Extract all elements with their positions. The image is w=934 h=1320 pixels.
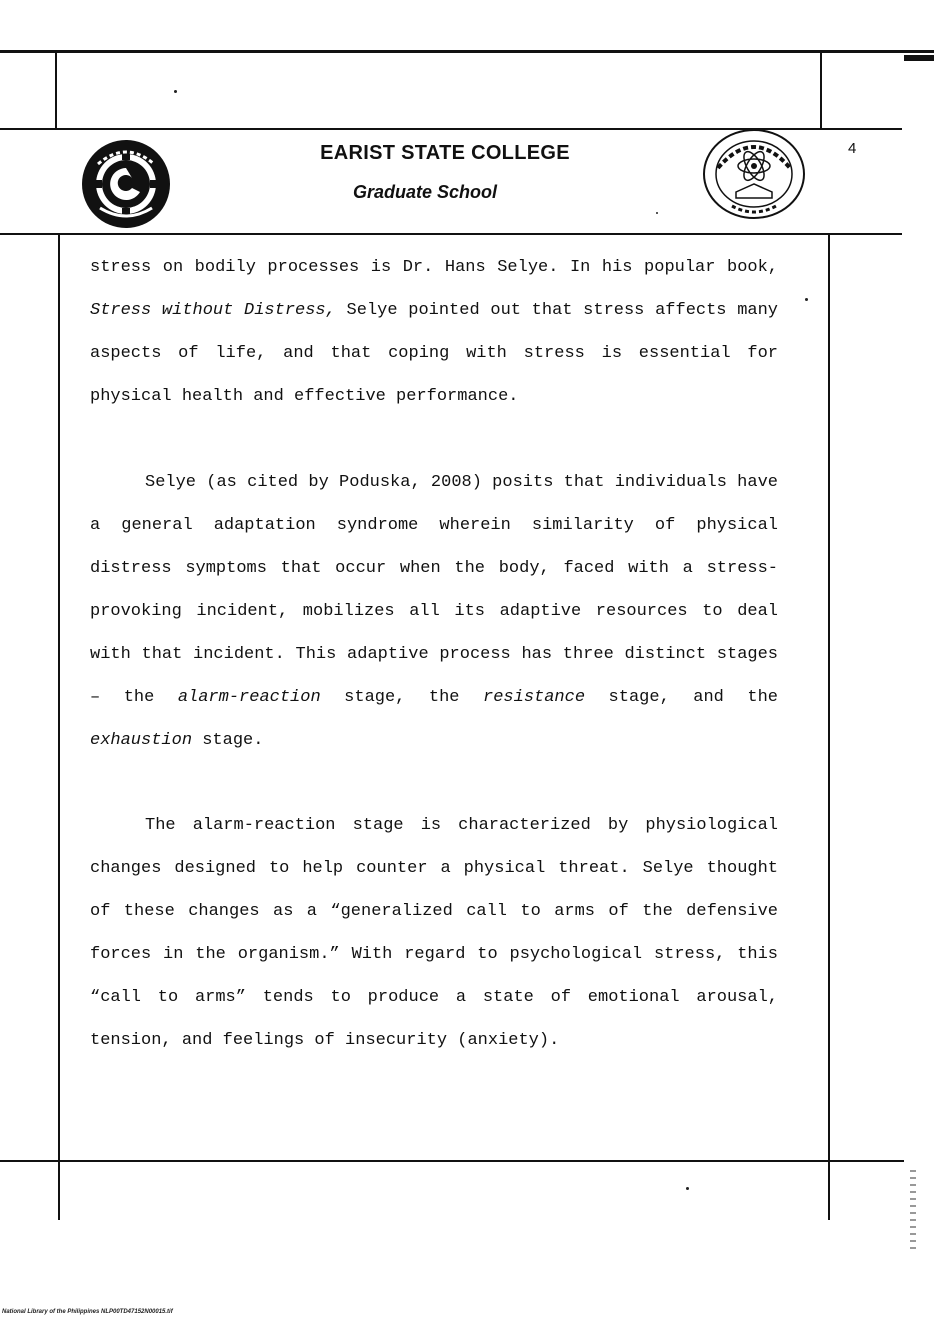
paragraph-text: Selye (as cited by Poduska, 2008) posits that individuals have a general adaptation syndrome wherein similarity of physical distress symptoms that occur when the body, faced with a stress-provoking incident, mobilizes all its adaptive resources to deal with that incident. This adaptive process has three distinct stages – the xyxy=(90,473,778,707)
left-margin-line-lower xyxy=(58,235,60,1220)
book-title: Stress without Distress, xyxy=(90,301,336,320)
paragraph-text: stage, the xyxy=(320,688,484,707)
term-exhaustion: exhaustion xyxy=(90,731,193,750)
page-title: EARIST STATE COLLEGE xyxy=(320,142,570,164)
page-number: 4 xyxy=(848,140,857,157)
scan-speck xyxy=(656,212,658,214)
right-margin-line-lower xyxy=(828,235,830,1220)
scan-speck xyxy=(805,298,808,301)
paragraph-text: Selye pointed out that stress affects many aspects of life, and that coping with stress is essential for physical health and effective performance. xyxy=(90,301,779,406)
term-alarm-reaction: alarm-reaction xyxy=(177,688,321,707)
paragraph-text: stress on bodily processes is Dr. Hans Selye. In his popular book, xyxy=(90,258,778,277)
term-resistance: resistance xyxy=(483,688,586,707)
corner-mark xyxy=(904,55,934,61)
scan-footer-caption: National Library of the Philippines NLP00TD47152N00015.tif xyxy=(2,1309,173,1315)
scan-edge-noise xyxy=(910,1170,916,1250)
top-border-line xyxy=(0,50,934,53)
scan-speck xyxy=(686,1187,689,1190)
paragraph-selye-intro xyxy=(90,246,778,418)
left-margin-line xyxy=(55,52,57,128)
paragraph-text: stage, and the xyxy=(585,688,778,707)
paragraph-alarm-reaction-stage xyxy=(90,804,778,1062)
paragraph-text: The alarm-reaction stage is characterized by physiological changes designed to help counter a physical threat. Selye thought of these changes as a “generalized call to arms of the defensive forces in the organism.” With regard to psychological stress, this “call to arms” tends to produce a state of emotional arousal, tension, and feelings of insecurity (anxiety). xyxy=(90,816,778,1050)
paragraph-general-adaptation-syndrome xyxy=(90,461,778,762)
footer-line xyxy=(0,1160,904,1162)
earist-state-college-seal-icon xyxy=(80,138,172,230)
paragraph-text: stage. xyxy=(192,731,264,750)
right-margin-line xyxy=(820,52,822,128)
header-bottom-line xyxy=(0,233,902,235)
graduate-school-seal-icon xyxy=(702,128,806,220)
scan-speck xyxy=(174,90,177,93)
page-subtitle: Graduate School xyxy=(352,182,498,202)
